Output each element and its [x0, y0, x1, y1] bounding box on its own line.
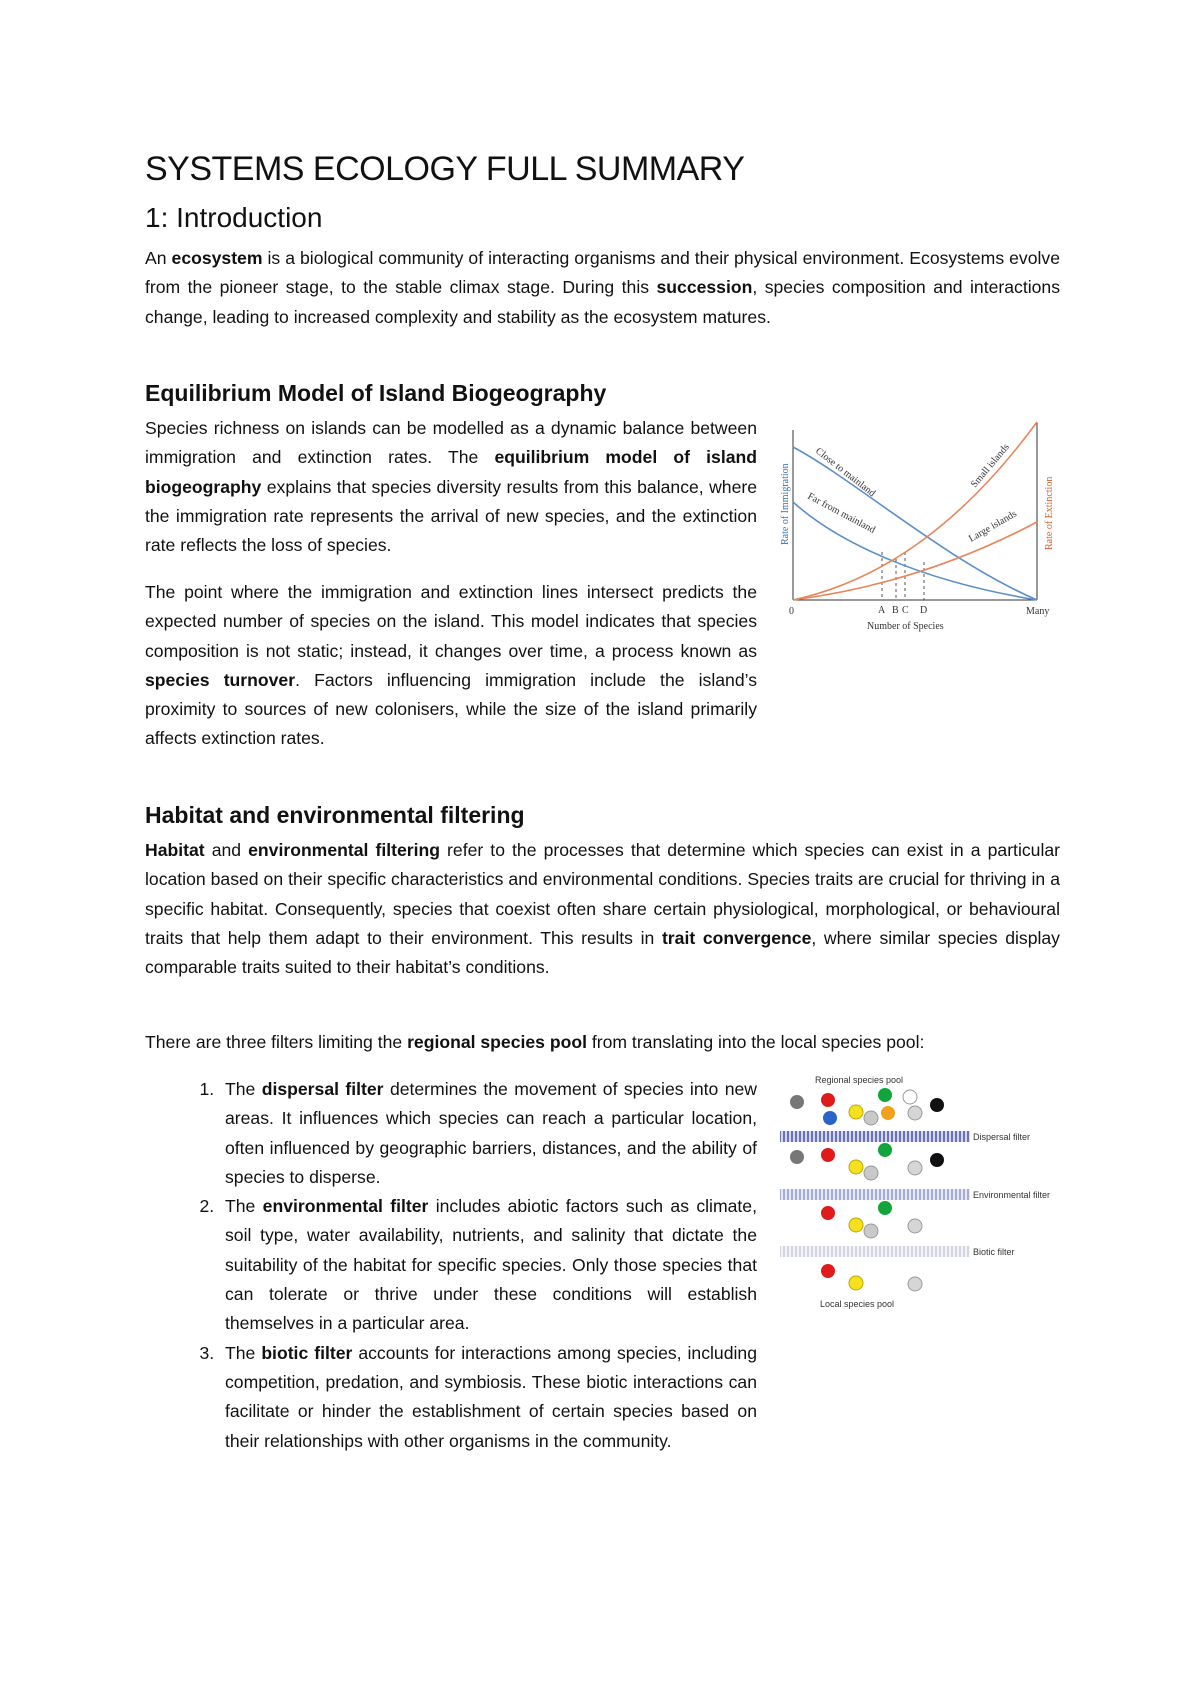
- label-small-islands: Small islands: [968, 441, 1012, 490]
- filters-intro-paragraph: There are three filters limiting the regional species pool from translating into the local species pool:: [145, 1032, 925, 1052]
- term-trait-convergence: trait convergence: [661, 927, 812, 948]
- point-label-d: D: [920, 605, 928, 616]
- intro-paragraph: An ecosystem is a biological community of interacting organisms and their physical environment. Ecosystems evolve from the pioneer stage, to the stable climax stage. During this succession, species composition and interactions change, leading to increased complexity and stability as the ecosystem matures.: [145, 248, 1060, 327]
- dispersal-filter-label: Dispersal filter: [973, 1132, 1031, 1142]
- label-close-to-mainland: Close to mainland: [813, 445, 878, 500]
- term-habitat: Habitat: [145, 840, 205, 860]
- filters-list: [145, 1075, 757, 1456]
- biotic-filter-bar: [780, 1246, 970, 1257]
- island-paragraph-1: Species richness on islands can be modelled as a dynamic balance between immigration and extinction rates. The equilibrium model of island biogeography explains that species diversity results from this balance, where the immigration rate represents the arrival of new species, and the extinction rate reflects the loss of species.: [145, 418, 757, 556]
- section-heading-island-biogeography: Equilibrium Model of Island Biogeography: [145, 380, 607, 406]
- curve-large-islands: [793, 522, 1037, 600]
- section-heading-habitat-filtering: Habitat and environmental filtering: [145, 802, 525, 828]
- term-ecosystem: ecosystem: [171, 248, 263, 268]
- island-biogeography-figure: [775, 410, 1065, 635]
- list-item-dispersal-filter: 1. The dispersal filter determines the movement of species into new areas. It influences which species can reach a particular location, often influenced by geographic barriers, distances, and the ability of species to disperse.: [219, 1075, 757, 1192]
- x-axis-label: Number of Species: [867, 621, 944, 632]
- local-pool-label: Local species pool: [820, 1299, 895, 1309]
- species-black: [930, 1098, 944, 1112]
- species-grey: [790, 1095, 804, 1109]
- species-blue: [823, 1111, 837, 1125]
- list-item-biotic-filter: 3. The biotic filter accounts for interactions among species, including competition, predation, and symbiosis. These biotic interactions can facilitate or hinder the establishment of certain species based on their relationships with other organisms in the community.: [219, 1339, 757, 1456]
- species-red: [821, 1093, 835, 1107]
- environmental-filter-bar: [780, 1189, 970, 1200]
- term-environmental-filtering: environmental filtering: [248, 840, 440, 860]
- y-axis-left-label: Rate of Immigration: [780, 463, 791, 545]
- point-label-a: A: [878, 605, 886, 616]
- section-heading-introduction: 1: Introduction: [145, 202, 323, 233]
- species-yellow: [849, 1105, 863, 1119]
- species-green: [878, 1088, 892, 1102]
- species-lightgrey: [908, 1106, 922, 1120]
- species-filter-figure: [775, 1075, 1075, 1315]
- list-item-environmental-filter: 2. The environmental filter includes abiotic factors such as climate, soil type, water availability, nutrients, and salinity that dictate the suitability of the habitat for specific species. Only those species that can tolerate or thrive under these conditions will establish themselves in a particular area.: [219, 1192, 757, 1338]
- term-succession: succession: [656, 277, 753, 298]
- environmental-filter-label: Environmental filter: [973, 1190, 1051, 1200]
- point-label-b: B: [892, 605, 899, 616]
- habitat-paragraph: Habitat and environmental filtering refer to the processes that determine which species can exist in a particular location based on their specific characteristics and environmental conditions. Species traits are crucial for thriving in a specific habitat. Consequently, species that coexist often share certain physiological, morphological, or behavioural traits that help them adapt to their environment. This results in trait convergence, where similar species display comparable traits suited to their habitat’s conditions.: [145, 840, 1060, 978]
- term-species-turnover: species turnover: [145, 669, 296, 690]
- label-far-from-mainland: Far from mainland: [805, 490, 877, 536]
- y-axis-right-label: Rate of Extinction: [1044, 476, 1055, 550]
- island-paragraph-2: The point where the immigration and extinction lines intersect predicts the expected number of species on the island. This model indicates that species composition is not static; instead, it changes over time, a process known as species turnover. Factors influencing immigration include the island’s proximity to sources of new colonisers, while the size of the island primarily affects extinction rates.: [145, 582, 757, 749]
- species-orange: [881, 1106, 895, 1120]
- x-axis-end: Many: [1026, 606, 1050, 617]
- term-equilibrium-model: equilibrium model of island biogeography: [145, 447, 757, 497]
- regional-pool-label: Regional species pool: [815, 1075, 904, 1085]
- document-title: SYSTEMS ECOLOGY FULL SUMMARY: [145, 150, 745, 188]
- term-regional-species-pool: regional species pool: [407, 1032, 587, 1052]
- biotic-filter-label: Biotic filter: [973, 1247, 1015, 1257]
- species-lightgrey: [864, 1111, 878, 1125]
- species-white: [903, 1090, 917, 1104]
- point-label-c: C: [902, 605, 909, 616]
- x-axis-start: 0: [789, 606, 794, 617]
- dispersal-filter-bar: [780, 1131, 970, 1142]
- label-large-islands: Large islands: [967, 508, 1019, 545]
